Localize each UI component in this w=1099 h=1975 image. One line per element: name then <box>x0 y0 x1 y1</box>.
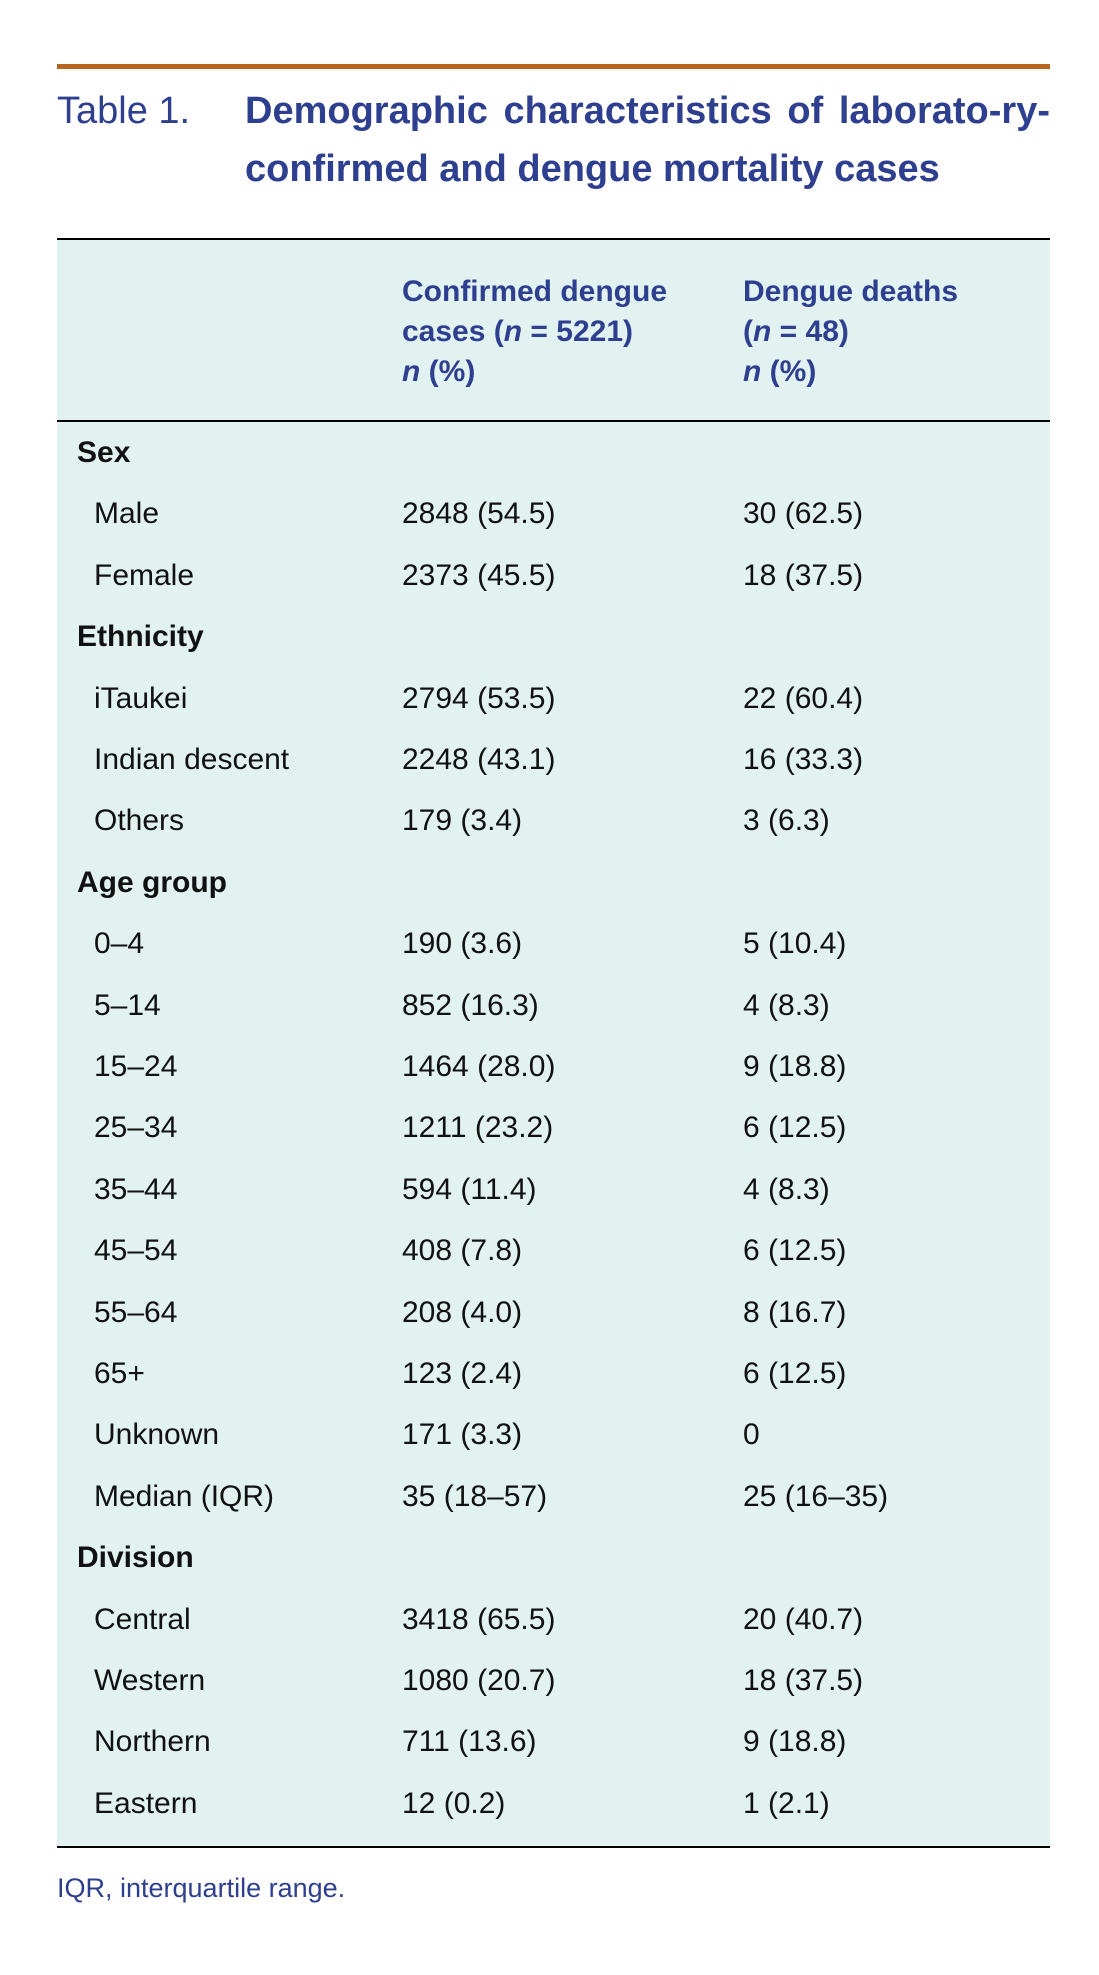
deaths-value: 4 (8.3) <box>743 988 830 1022</box>
table-row <box>57 913 1050 975</box>
table-row <box>57 668 1050 730</box>
table-row <box>57 1589 1050 1651</box>
row-label: 65+ <box>94 1357 145 1390</box>
deaths-value: 8 (16.7) <box>743 1295 847 1329</box>
deaths-value: 30 (62.5) <box>743 497 864 531</box>
section-row <box>57 606 1050 668</box>
confirmed-value: 711 (13.6) <box>402 1725 537 1759</box>
table-row <box>57 790 1050 852</box>
section-label: Ethnicity <box>77 620 204 654</box>
deaths-value: 4 (8.3) <box>743 1172 830 1206</box>
row-label: Eastern <box>94 1786 198 1820</box>
deaths-value: 20 (40.7) <box>743 1602 864 1636</box>
deaths-value: 25 (16–35) <box>743 1479 889 1513</box>
confirmed-value: 190 (3.6) <box>402 927 523 961</box>
deaths-value: 0 <box>743 1418 760 1452</box>
row-label: Median (IQR) <box>94 1479 275 1513</box>
confirmed-value: 1080 (20.7) <box>402 1664 556 1697</box>
table-title: Demographic characteristics of laborato-ry-confirmed and dengue mortality cases <box>245 90 1050 190</box>
table-row <box>57 729 1050 791</box>
confirmed-value: 2848 (54.5) <box>402 497 556 531</box>
table-row <box>57 975 1050 1037</box>
deaths-value: 9 (18.8) <box>743 1050 847 1083</box>
row-label: Female <box>94 558 195 592</box>
row-label: 5–14 <box>94 988 161 1022</box>
confirmed-value: 179 (3.4) <box>402 804 523 838</box>
deaths-value: 3 (6.3) <box>743 804 830 838</box>
section-label: Age group <box>77 865 227 899</box>
row-label: Others <box>94 804 185 838</box>
row-label: Male <box>94 497 160 531</box>
section-row <box>57 852 1050 914</box>
table-row <box>57 1466 1050 1528</box>
confirmed-value: 208 (4.0) <box>402 1295 523 1329</box>
table-row <box>57 1773 1050 1835</box>
deaths-value: 22 (60.4) <box>743 681 864 715</box>
section-label: Sex <box>77 436 131 469</box>
table-row <box>57 1220 1050 1282</box>
table-label: Table 1. <box>57 90 191 132</box>
table-row <box>57 1282 1050 1344</box>
confirmed-value: 2794 (53.5) <box>402 681 556 715</box>
table-row <box>57 1404 1050 1466</box>
section-row <box>57 1527 1050 1589</box>
deaths-value: 6 (12.5) <box>743 1357 847 1390</box>
data-table <box>57 238 1050 1848</box>
confirmed-value: 12 (0.2) <box>402 1786 506 1820</box>
row-label: 0–4 <box>94 927 145 961</box>
confirmed-value: 2373 (45.5) <box>402 558 556 592</box>
confirmed-value: 35 (18–57) <box>402 1479 548 1513</box>
confirmed-value: 3418 (65.5) <box>402 1602 556 1636</box>
table-row <box>57 545 1050 607</box>
table-row <box>57 1097 1050 1159</box>
deaths-value: 5 (10.4) <box>743 927 847 961</box>
row-label: Indian descent <box>94 743 290 776</box>
confirmed-value: 852 (16.3) <box>402 988 539 1022</box>
confirmed-value: 2248 (43.1) <box>402 743 556 776</box>
row-label: 15–24 <box>94 1050 178 1083</box>
row-label: Northern <box>94 1725 211 1759</box>
confirmed-value: 1464 (28.0) <box>402 1050 556 1083</box>
header-confirmed-cases: Confirmed dengue cases (n = 5221) n (%) <box>402 275 668 388</box>
header-dengue-deaths: Dengue deaths (n = 48) n (%) <box>743 275 959 388</box>
deaths-value: 18 (37.5) <box>743 1664 864 1697</box>
row-label: Unknown <box>94 1418 220 1452</box>
row-label: Central <box>94 1602 191 1636</box>
confirmed-value: 171 (3.3) <box>402 1418 523 1452</box>
table-row <box>57 1159 1050 1221</box>
table-caption <box>57 82 1050 192</box>
deaths-value: 18 (37.5) <box>743 558 864 592</box>
confirmed-value: 594 (11.4) <box>402 1172 537 1206</box>
row-label: 35–44 <box>94 1172 178 1206</box>
deaths-value: 16 (33.3) <box>743 743 864 776</box>
deaths-value: 1 (2.1) <box>743 1786 830 1820</box>
deaths-value: 6 (12.5) <box>743 1234 847 1268</box>
table-footnote: IQR, interquartile range. <box>57 1873 346 1903</box>
row-label: 45–54 <box>94 1234 178 1268</box>
table-row <box>57 1036 1050 1098</box>
deaths-value: 9 (18.8) <box>743 1725 847 1759</box>
section-row <box>57 422 1050 484</box>
row-label: 25–34 <box>94 1111 178 1145</box>
top-rule <box>57 64 1050 69</box>
table-row <box>57 1650 1050 1712</box>
deaths-value: 6 (12.5) <box>743 1111 847 1145</box>
row-label: 55–64 <box>94 1295 178 1329</box>
confirmed-value: 123 (2.4) <box>402 1357 523 1390</box>
table-header <box>57 240 1050 422</box>
row-label: Western <box>94 1664 206 1697</box>
table-row <box>57 1343 1050 1405</box>
table-row <box>57 1711 1050 1773</box>
confirmed-value: 1211 (23.2) <box>402 1111 554 1145</box>
row-label: iTaukei <box>94 681 188 715</box>
confirmed-value: 408 (7.8) <box>402 1234 523 1268</box>
table-row <box>57 483 1050 545</box>
section-label: Division <box>77 1541 194 1575</box>
